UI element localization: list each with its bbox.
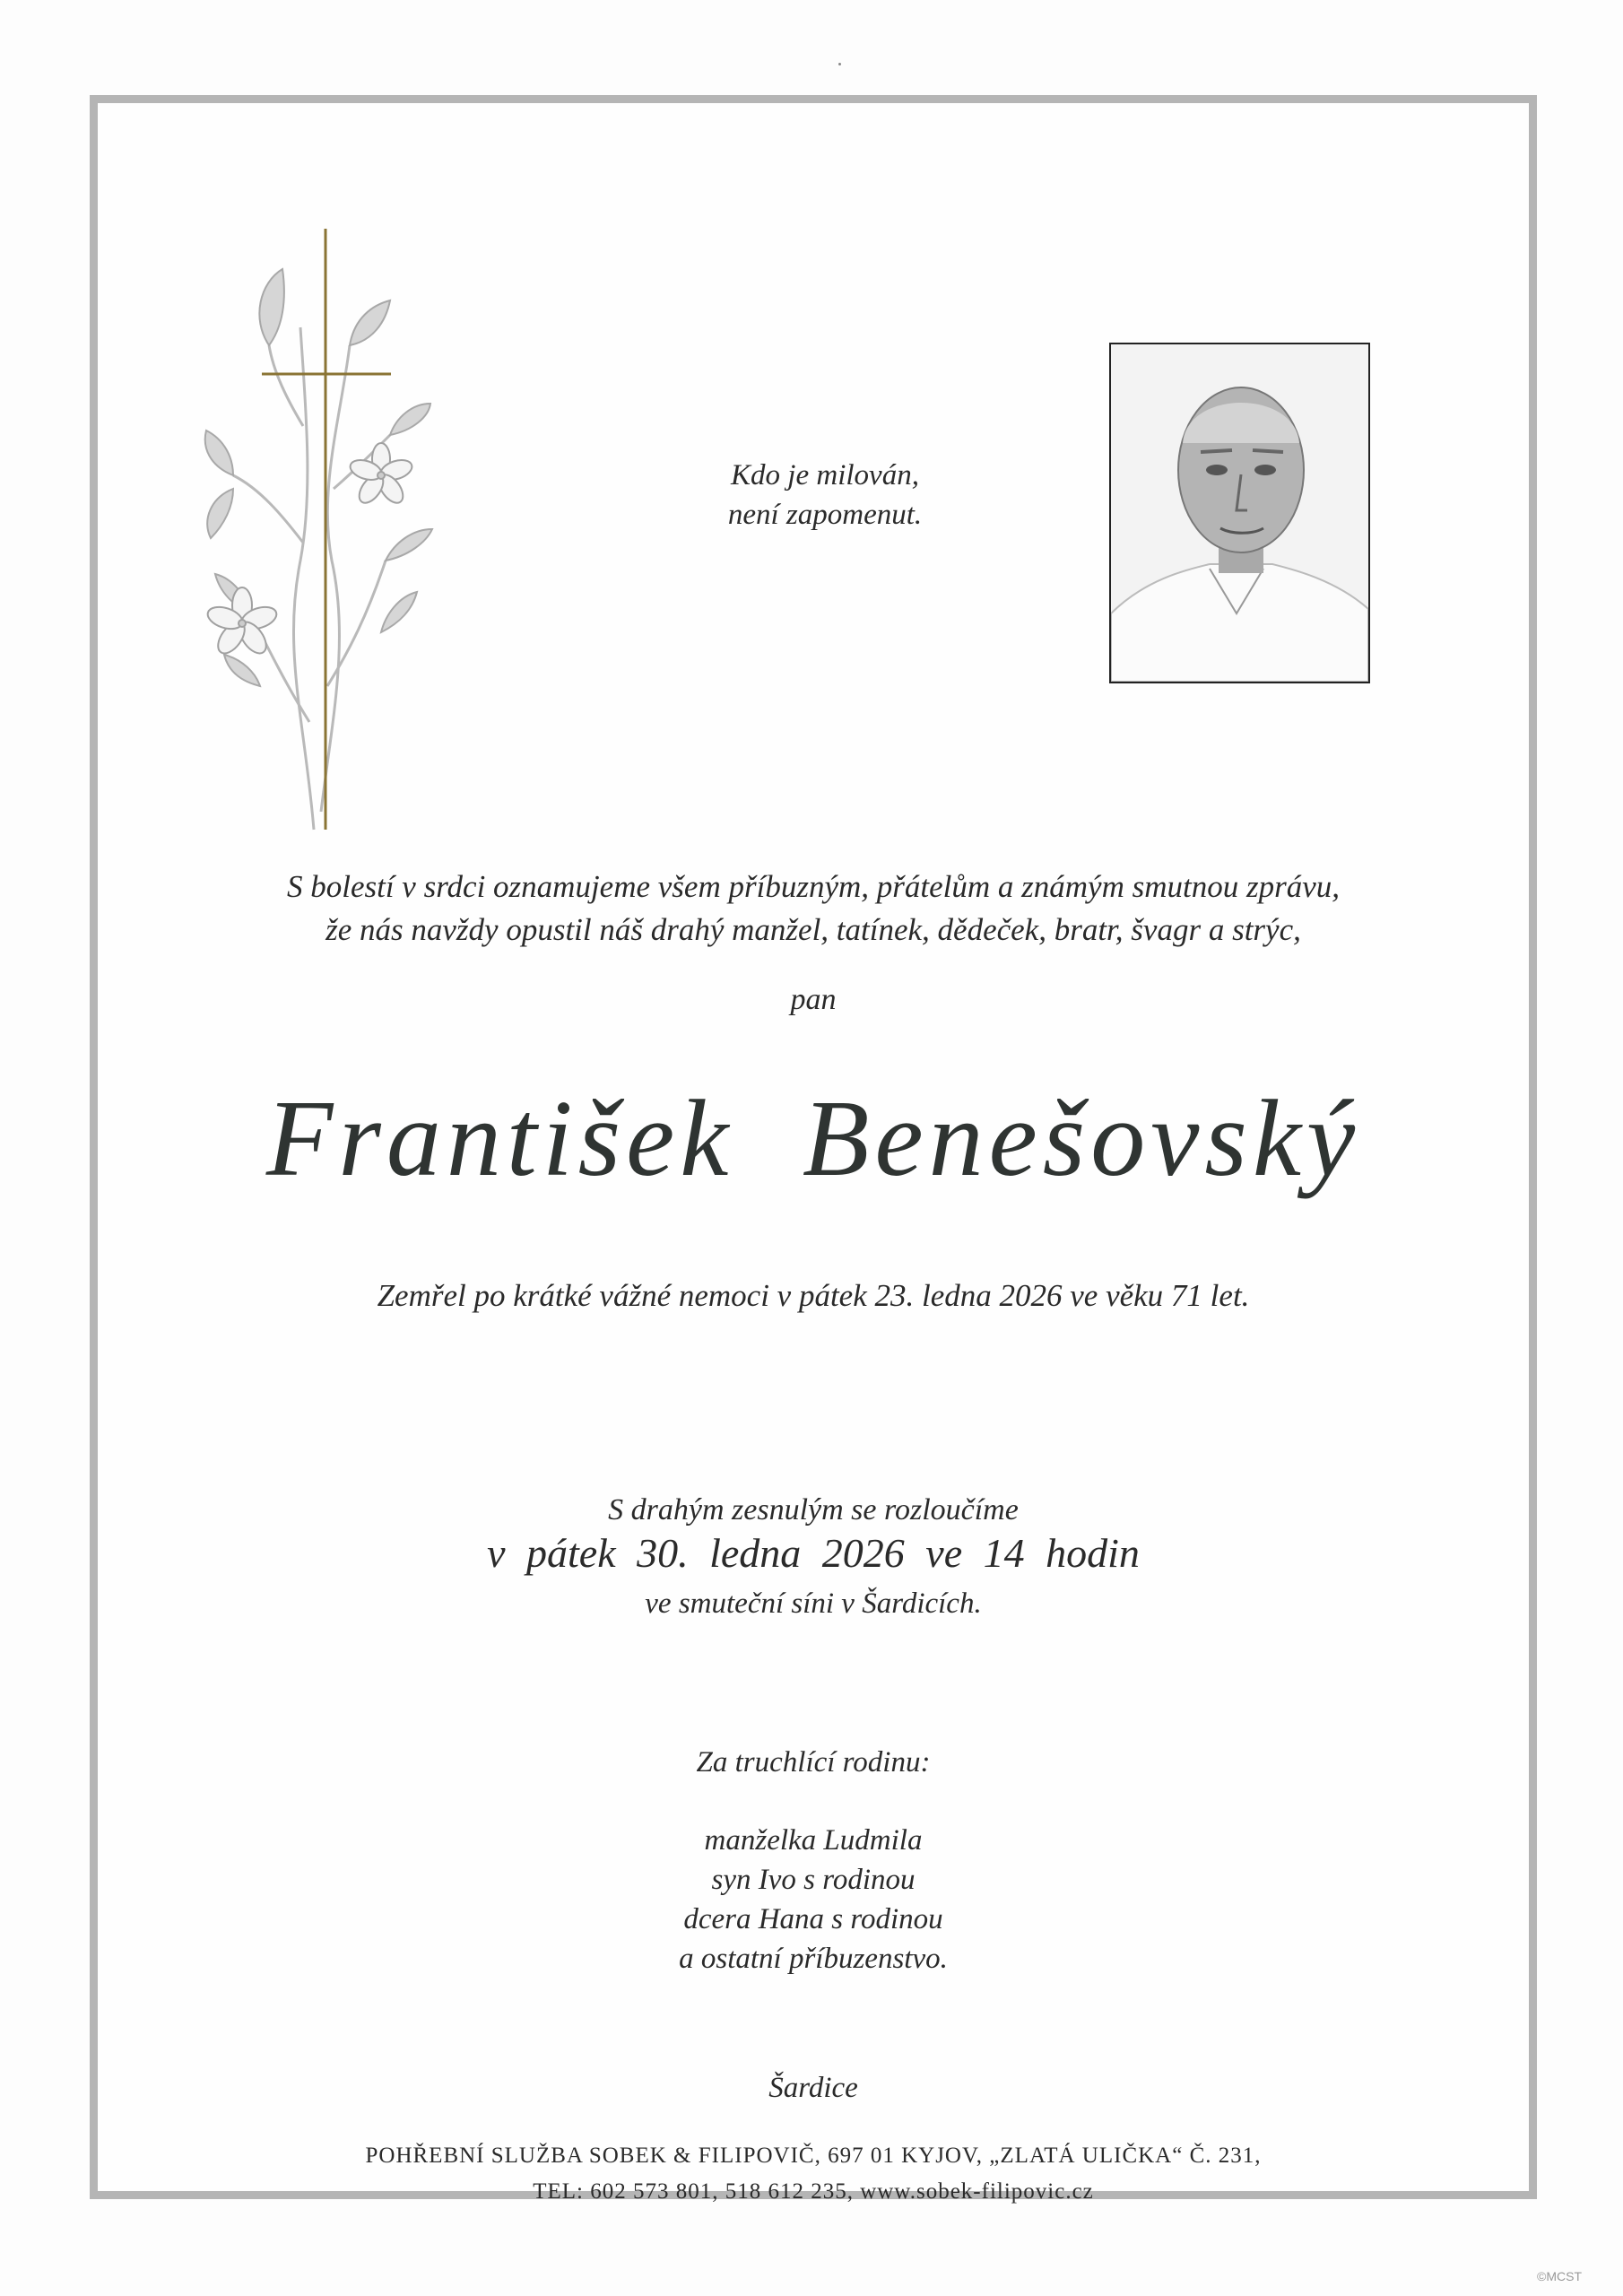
leaf-icon [224,655,260,686]
deceased-name [90,1076,1537,1202]
last-name: Benešovský [802,1078,1361,1199]
mourner: syn Ivo s rodinou [711,1864,916,1896]
mourners-list [90,1821,1537,1979]
leaf-icon [205,430,233,475]
farewell-place: ve smuteční síni v Šardicích. [645,1587,982,1620]
footer-address: POHŘEBNÍ SLUŽBA SOBEK & FILIPOVIČ, 697 01 KYJOV, „ZLATÁ ULIČKA“ Č. 231, [365,2144,1262,2168]
speck [838,63,841,65]
leaf-icon [381,592,417,632]
mourner: a ostatní příbuzenstvo. [679,1943,948,1975]
leaf-icon [350,300,390,345]
place: Šardice [768,2072,858,2104]
leaf-icon [386,529,432,561]
motto-line: není zapomenut. [727,499,923,531]
first-name: František [265,1078,734,1199]
leaf-icon [207,489,233,538]
portrait-photo [1109,343,1370,683]
cross-flower-decoration [197,220,448,839]
death-info: Zemřel po krátké vážné nemoci v pátek 23. ledna 2026 ve věku 71 let. [377,1278,1250,1313]
flower-icon [348,443,414,507]
mourner: dcera Hana s rodinou [683,1903,943,1935]
motto [664,456,986,535]
watermark: ©MCST [1537,2269,1582,2283]
footer [90,2138,1537,2210]
announcement-line: že nás navždy opustil náš drahý manžel, tatínek, dědeček, bratr, švagr a strýc, [325,912,1301,947]
leaf-icon [259,269,284,345]
announcement-line: S bolestí v srdci oznamujeme všem příbuzným, přátelům a známým smutnou zprávu, [286,869,1340,904]
mourners-heading: Za truchlící rodinu: [696,1746,931,1779]
mourner: manželka Ludmila [704,1824,923,1857]
farewell-line: S drahým zesnulým se rozloučíme [608,1493,1019,1526]
announcement [90,865,1537,952]
farewell-date: v pátek 30. ledna 2026 ve 14 hodin [487,1530,1140,1576]
footer-contact: TEL: 602 573 801, 518 612 235, www.sobek-filipovic.cz [533,2179,1094,2204]
leaf-icon [390,404,430,435]
motto-line: Kdo je milován, [731,459,919,491]
honorific: pan [790,983,837,1016]
